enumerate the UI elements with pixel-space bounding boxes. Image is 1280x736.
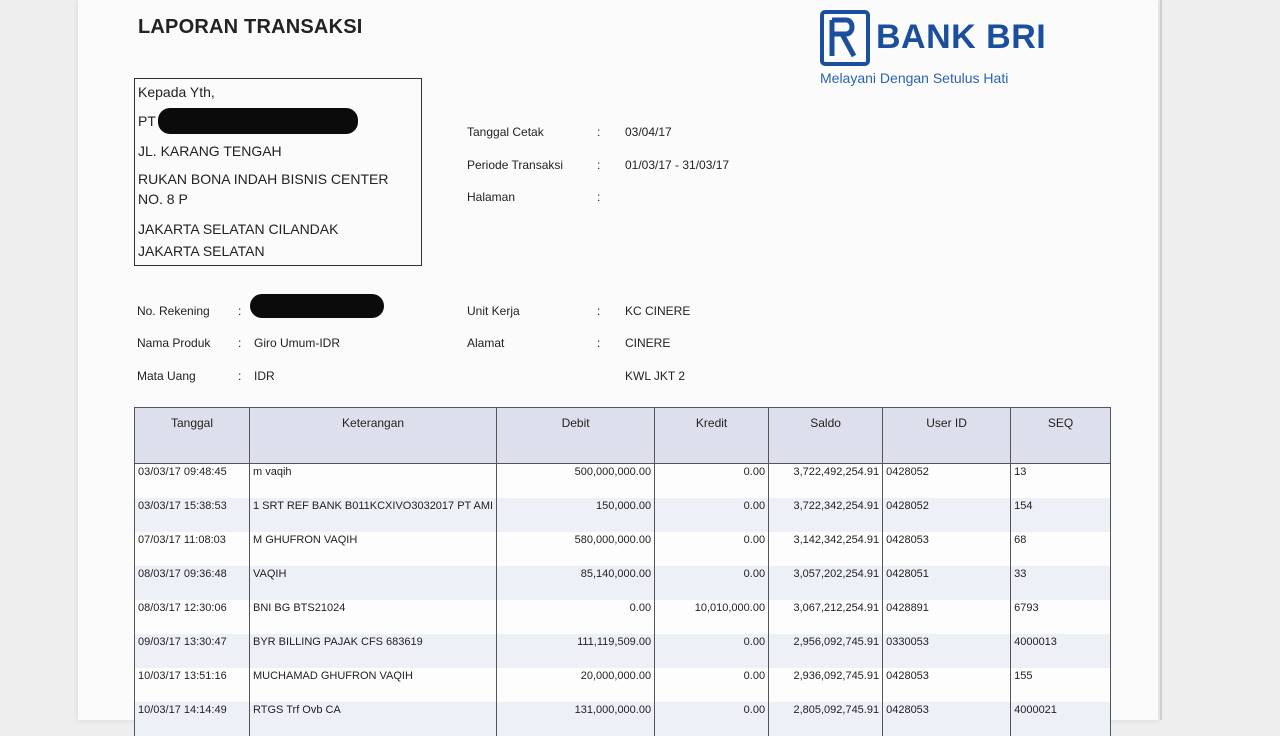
table-row [135, 702, 1111, 736]
seq-cell: 33 [1011, 566, 1111, 600]
user-id-cell: 0428891 [883, 600, 1011, 634]
redaction-mark [250, 294, 384, 318]
tanggal-cetak-label: Tanggal Cetak [467, 125, 544, 139]
table-row [135, 668, 1111, 702]
date-cell: 10/03/17 13:51:16 [135, 668, 250, 702]
debit-cell: 111,119,509.00 [497, 634, 655, 668]
debit-cell: 20,000,000.00 [497, 668, 655, 702]
colon: : [238, 304, 242, 318]
halaman-label: Halaman [467, 190, 516, 204]
address-line: NO. 8 P [138, 191, 188, 207]
unit-kerja-label: Unit Kerja [467, 304, 520, 318]
user-id-cell: 0428053 [883, 532, 1011, 566]
saldo-cell: 3,142,342,254.91 [769, 532, 883, 566]
colon: : [597, 336, 601, 350]
description-cell: BNI BG BTS21024 [250, 600, 497, 634]
table-header-row [135, 408, 1111, 464]
kredit-cell: 0.00 [655, 566, 769, 600]
produk-value: Giro Umum-IDR [254, 336, 340, 350]
address-line: JAKARTA SELATAN CILANDAK [138, 221, 339, 237]
address-line: JL. KARANG TENGAH [138, 143, 282, 159]
address-line: RUKAN BONA INDAH BISNIS CENTER [138, 171, 389, 187]
kredit-cell: 0.00 [655, 634, 769, 668]
user-id-cell: 0428052 [883, 498, 1011, 532]
column-header: Kredit [655, 408, 769, 464]
description-cell: BYR BILLING PAJAK CFS 683619 [250, 634, 497, 668]
date-cell: 07/03/17 11:08:03 [135, 532, 250, 566]
user-id-cell: 0428053 [883, 668, 1011, 702]
periode-value: 01/03/17 - 31/03/17 [625, 158, 730, 172]
page-edge [1160, 0, 1162, 720]
seq-cell: 6793 [1011, 600, 1111, 634]
column-header: Saldo [769, 408, 883, 464]
saldo-cell: 2,956,092,745.91 [769, 634, 883, 668]
description-cell: 1 SRT REF BANK B011KCXIVO3032017 PT AMI [250, 498, 497, 532]
seq-cell: 154 [1011, 498, 1111, 532]
saldo-cell: 2,936,092,745.91 [769, 668, 883, 702]
date-cell: 03/03/17 15:38:53 [135, 498, 250, 532]
alamat-label: Alamat [467, 336, 505, 350]
table-row [135, 600, 1111, 634]
alamat-value-2: KWL JKT 2 [625, 369, 686, 383]
document-title: LAPORAN TRANSAKSI [138, 16, 363, 38]
mata-uang-label: Mata Uang [137, 369, 196, 383]
tanggal-cetak-value: 03/04/17 [625, 125, 672, 139]
periode-label: Periode Transaksi [467, 158, 564, 172]
debit-cell: 85,140,000.00 [497, 566, 655, 600]
date-cell: 10/03/17 14:14:49 [135, 702, 250, 736]
seq-cell: 4000013 [1011, 634, 1111, 668]
alamat-value: CINERE [625, 336, 671, 350]
kredit-cell: 0.00 [655, 702, 769, 736]
saldo-cell: 3,057,202,254.91 [769, 566, 883, 600]
rekening-label: No. Rekening [137, 304, 210, 318]
bank-name: BANK BRI [876, 18, 1047, 56]
column-header: Keterangan [250, 408, 497, 464]
kredit-cell: 0.00 [655, 532, 769, 566]
colon: : [597, 304, 601, 318]
table-row [135, 464, 1111, 499]
bank-logo [820, 8, 1050, 88]
colon: : [597, 190, 601, 204]
seq-cell: 68 [1011, 532, 1111, 566]
saldo-cell: 2,805,092,745.91 [769, 702, 883, 736]
address-line: JAKARTA SELATAN [138, 243, 265, 259]
user-id-cell: 0428051 [883, 566, 1011, 600]
produk-label: Nama Produk [137, 336, 211, 350]
colon: : [597, 158, 601, 172]
redaction-mark [158, 108, 358, 134]
date-cell: 08/03/17 12:30:06 [135, 600, 250, 634]
date-cell: 08/03/17 09:36:48 [135, 566, 250, 600]
date-cell: 09/03/17 13:30:47 [135, 634, 250, 668]
description-cell: MUCHAMAD GHUFRON VAQIH [250, 668, 497, 702]
date-cell: 03/03/17 09:48:45 [135, 464, 250, 499]
table-row [135, 634, 1111, 668]
column-header: User ID [883, 408, 1011, 464]
kredit-cell: 10,010,000.00 [655, 600, 769, 634]
colon: : [238, 369, 242, 383]
kredit-cell: 0.00 [655, 464, 769, 499]
user-id-cell: 0428052 [883, 464, 1011, 499]
mata-uang-value: IDR [254, 369, 275, 383]
kredit-cell: 0.00 [655, 498, 769, 532]
table-row [135, 566, 1111, 600]
colon: : [238, 336, 242, 350]
transactions-table [134, 407, 1111, 736]
column-header: Debit [497, 408, 655, 464]
saldo-cell: 3,067,212,254.91 [769, 600, 883, 634]
colon: : [597, 125, 601, 139]
description-cell: RTGS Trf Ovb CA [250, 702, 497, 736]
description-cell: m vaqih [250, 464, 497, 499]
debit-cell: 580,000,000.00 [497, 532, 655, 566]
bri-logo-icon [820, 10, 870, 66]
seq-cell: 13 [1011, 464, 1111, 499]
saldo-cell: 3,722,492,254.91 [769, 464, 883, 499]
column-header: Tanggal [135, 408, 250, 464]
user-id-cell: 0330053 [883, 634, 1011, 668]
table-row [135, 532, 1111, 566]
recipient-company-prefix: PT [138, 113, 156, 129]
unit-kerja-value: KC CINERE [625, 304, 691, 318]
user-id-cell: 0428053 [883, 702, 1011, 736]
bank-tagline: Melayani Dengan Setulus Hati [820, 70, 1009, 86]
table-row [135, 498, 1111, 532]
debit-cell: 150,000.00 [497, 498, 655, 532]
recipient-greeting: Kepada Yth, [138, 84, 215, 100]
description-cell: M GHUFRON VAQIH [250, 532, 497, 566]
debit-cell: 131,000,000.00 [497, 702, 655, 736]
debit-cell: 500,000,000.00 [497, 464, 655, 499]
column-header: SEQ [1011, 408, 1111, 464]
kredit-cell: 0.00 [655, 668, 769, 702]
description-cell: VAQIH [250, 566, 497, 600]
seq-cell: 4000021 [1011, 702, 1111, 736]
seq-cell: 155 [1011, 668, 1111, 702]
saldo-cell: 3,722,342,254.91 [769, 498, 883, 532]
debit-cell: 0.00 [497, 600, 655, 634]
